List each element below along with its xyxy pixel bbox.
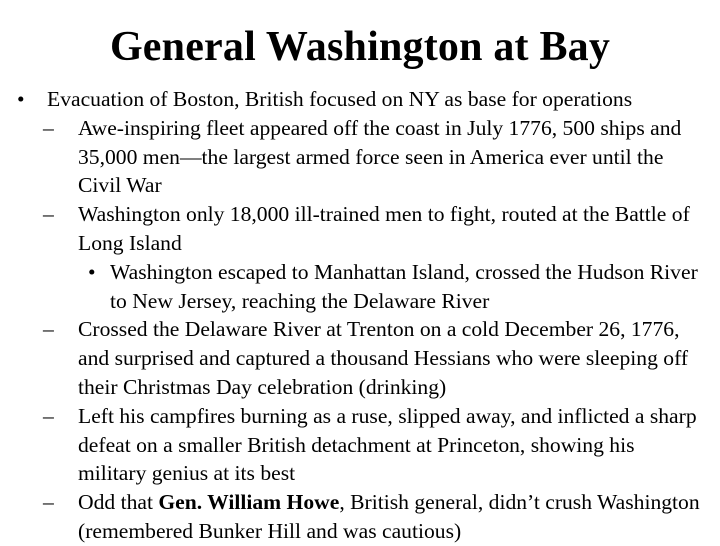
sub-item-text: Left his campfires burning as a ruse, slipped away, and inflicted a sharp defeat on a smaller British detachment at Princeton, showing his military genius at its best — [78, 403, 697, 486]
slide-body — [0, 85, 720, 546]
sub-item-text-after: , British general, didn’t crush Washington (remembered Bunker Hill and was cautious) — [78, 490, 700, 543]
sub-item-text: Awe-inspiring fleet appeared off the coast in July 1776, 500 ships and 35,000 men—the largest armed force seen in America ever until the Civil War — [78, 115, 682, 198]
sub-sub-item-1 — [0, 258, 720, 316]
sub-item-4 — [0, 402, 720, 488]
bullet-item-1 — [0, 85, 720, 114]
sub-item-5 — [0, 488, 720, 546]
dash-marker: – — [43, 115, 54, 140]
howe-name: Gen. William Howe — [158, 490, 340, 515]
sub-item-text: Crossed the Delaware River at Trenton on a cold December 26, 1776, and surprised and captured a thousand Hessians who were sleeping off their Christmas Day celebration (drinking) — [78, 317, 689, 399]
sub-item-1 — [0, 114, 720, 200]
sub-item-3 — [0, 315, 720, 401]
sub-item-2 — [0, 200, 720, 258]
dash-marker: – — [43, 317, 54, 342]
slide-title: General Washington at Bay — [109, 24, 611, 70]
bullet-text: Evacuation of Boston, British focused on NY as base for operations — [47, 87, 633, 111]
dash-marker: – — [43, 490, 54, 515]
dash-marker: – — [43, 202, 54, 227]
bullet-marker: • — [17, 87, 25, 111]
dash-marker: – — [43, 403, 54, 428]
sub-item-text-before: Odd that — [78, 490, 159, 515]
bullet-marker: • — [88, 259, 96, 284]
sub-item-text: Washington only 18,000 ill-trained men to fight, routed at the Battle of Long Island — [78, 202, 690, 255]
sub-sub-item-text: Washington escaped to Manhattan Island, crossed the Hudson River to New Jersey, reaching the Delaware River — [110, 259, 698, 313]
